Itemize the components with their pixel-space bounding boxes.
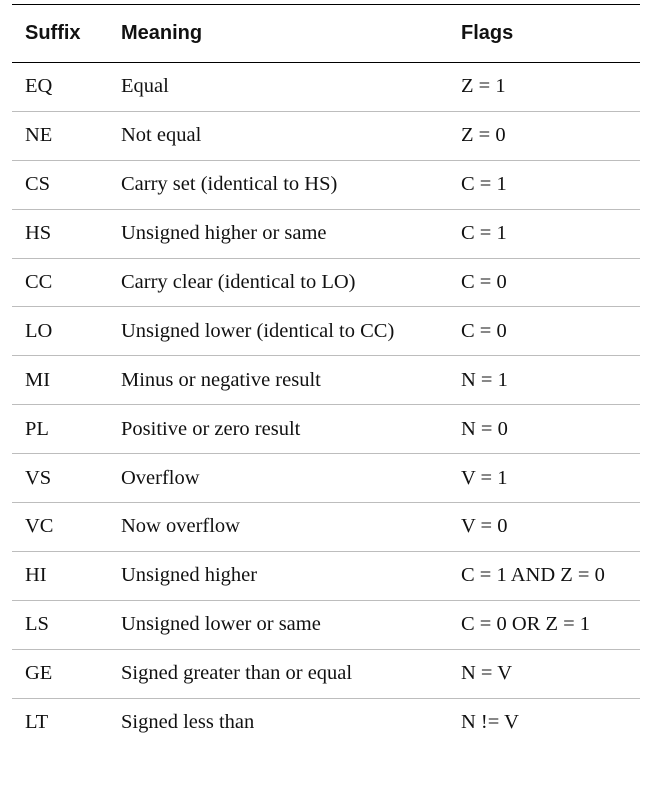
table-row	[12, 454, 640, 503]
cell-meaning: Unsigned lower (identical to CC)	[121, 319, 395, 342]
cell-meaning: Not equal	[121, 124, 202, 147]
cell-suffix: LO	[25, 319, 53, 342]
table-row	[12, 111, 640, 160]
cell-suffix: VC	[25, 515, 54, 538]
cell-suffix: LT	[25, 711, 49, 734]
cell-meaning: Unsigned higher or same	[121, 222, 327, 245]
header-row	[12, 5, 640, 63]
cell-meaning: Unsigned lower or same	[121, 613, 321, 636]
table-header	[12, 5, 640, 63]
cell-flags: Z = 0	[461, 124, 506, 147]
cell-flags: N = V	[461, 662, 513, 685]
cell-meaning: Positive or zero result	[121, 417, 301, 440]
cell-suffix: HI	[25, 564, 47, 587]
cell-suffix: GE	[25, 662, 53, 685]
table-row	[12, 405, 640, 454]
header-flags: Flags	[461, 22, 514, 44]
table-row	[12, 258, 640, 307]
cell-suffix: MI	[25, 368, 51, 391]
cell-flags: N != V	[461, 711, 519, 734]
cell-flags: Z = 1	[461, 75, 506, 98]
cell-suffix: CC	[25, 271, 53, 293]
cell-meaning: Equal	[121, 75, 169, 98]
cell-meaning: Now overflow	[121, 515, 240, 538]
cell-meaning: Unsigned higher	[121, 564, 258, 587]
table-row	[12, 551, 640, 600]
cell-meaning: Signed less than	[121, 711, 255, 734]
cell-suffix: CS	[25, 173, 51, 196]
table-row	[12, 649, 640, 698]
cell-meaning: Carry set (identical to HS)	[121, 173, 338, 196]
cell-suffix: PL	[25, 417, 49, 440]
table-row	[12, 600, 640, 649]
cell-suffix: LS	[25, 613, 49, 636]
table-row	[12, 503, 640, 552]
header-suffix: Suffix	[25, 22, 81, 44]
cell-flags: N = 1	[461, 368, 508, 391]
cell-suffix: HS	[25, 222, 52, 245]
cell-flags: C = 0	[461, 319, 507, 342]
cell-flags: C = 1	[461, 173, 507, 196]
table-row	[12, 698, 640, 747]
condition-codes-table-container	[12, 4, 640, 747]
cell-flags: V = 1	[461, 466, 508, 489]
table-body	[12, 63, 640, 747]
table-row	[12, 160, 640, 209]
cell-flags: N = 0	[461, 417, 508, 440]
cell-meaning: Minus or negative result	[121, 368, 321, 391]
cell-flags: C = 0	[461, 271, 507, 293]
cell-suffix: VS	[25, 466, 52, 489]
cell-suffix: NE	[25, 124, 53, 147]
cell-flags: C = 0 OR Z = 1	[461, 613, 591, 636]
condition-codes-table	[12, 4, 640, 747]
table-row	[12, 209, 640, 258]
table-row	[12, 356, 640, 405]
table-row	[12, 307, 640, 356]
cell-meaning: Signed greater than or equal	[121, 662, 353, 685]
cell-suffix: EQ	[25, 75, 53, 98]
cell-flags: C = 1 AND Z = 0	[461, 564, 605, 587]
cell-flags: C = 1	[461, 222, 507, 245]
header-meaning: Meaning	[121, 22, 203, 44]
table-row	[12, 63, 640, 112]
cell-flags: V = 0	[461, 515, 508, 538]
cell-meaning: Overflow	[121, 466, 200, 489]
cell-meaning: Carry clear (identical to LO)	[121, 271, 356, 293]
